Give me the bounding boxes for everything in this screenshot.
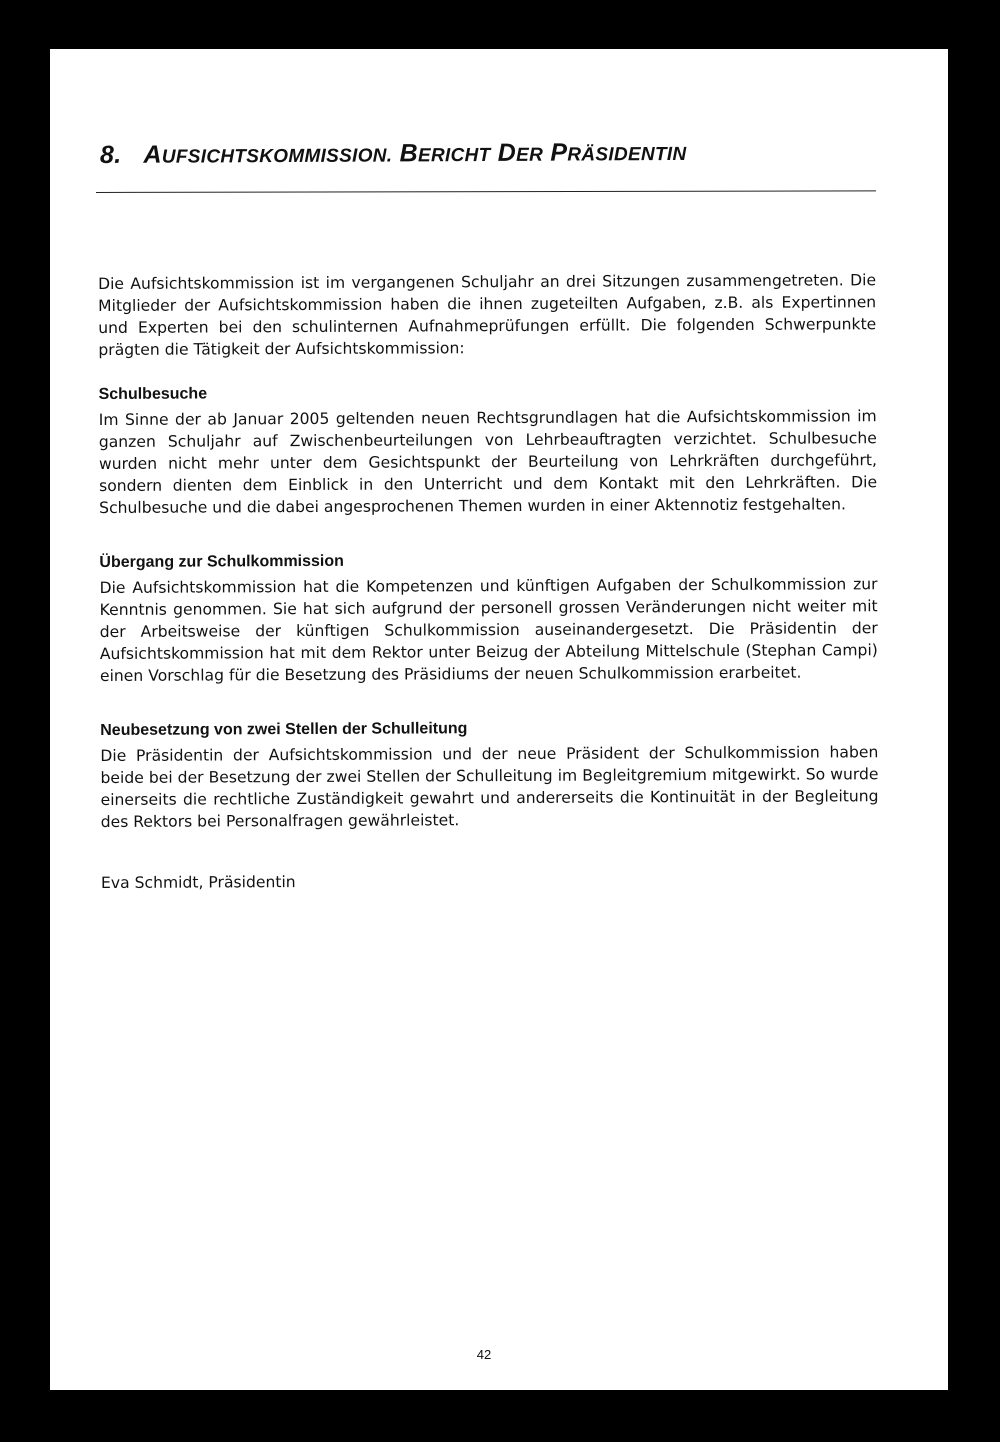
chapter-title-text: AUFSICHTSKOMMISSION. BERICHT DER PRÄSIDENTIN — [143, 138, 687, 169]
section-body-uebergang: Die Aufsichtskommission hat die Kompetenzen und künftigen Aufgaben der Schulkommission zur Kenntnis genommen. Sie hat sich aufgrund der personell grossen Veränderungen nicht weiter mit der Arbeitsweise der künftigen Schulkommission auseinandergesetzt. Die Präsidentin der Aufsichtskommission hat mit dem Rektor unter Beizug der Abteilung Mittelschule (Stephan Campi) einen Vorschlag für die Besetzung des Präsidiums der neuen Schulkommission erarbeitet. — [99, 575, 878, 685]
document-page — [50, 49, 948, 1390]
report-body — [98, 269, 879, 894]
page-number: 42 — [476, 1347, 492, 1362]
chapter-number: 8. — [99, 140, 122, 169]
section-heading-uebergang: Übergang zur Schulkommission — [99, 552, 344, 571]
signature: Eva Schmidt, Präsidentin — [100, 873, 296, 892]
section-heading-schulbesuche: Schulbesuche — [98, 385, 208, 403]
section-heading-neubesetzung: Neubesetzung von zwei Stellen der Schulleitung — [100, 720, 468, 739]
section-body-neubesetzung: Die Präsidentin der Aufsichtskommission und der neue Präsident der Schulkommission haben beide bei der Besetzung der zwei Stellen der Schulleitung im Begleitgremium mitgewirkt. So wurde einerseits die rechtliche Zuständigkeit gewahrt und andererseits die Kontinuität in der Begleitung des Rektors bei Personalfragen gewährleistet. — [100, 743, 879, 831]
section-body-schulbesuche: Im Sinne der ab Januar 2005 geltenden neuen Rechtsgrundlagen hat die Aufsichtskommission im ganzen Schuljahr auf Zwischenbeurteilungen von Lehrbeauftragten verzichtet. Schulbesuche wurden nicht mehr unter dem Gesichtspunkt der Beurteilung von Lehrkräften durchgeführt, sondern dienten dem Einblick in den Unterricht und dem Kontakt mit den Lehrkräften. Die Schulbesuche und die dabei angesprochenen Themen wurden in einer Aktennotiz festgehalten. — [98, 407, 878, 517]
title-divider — [96, 190, 876, 193]
intro-paragraph: Die Aufsichtskommission ist im vergangenen Schuljahr an drei Sitzungen zusammengetreten. Die Mitglieder der Aufsichtskommission haben die ihnen zugeteilten Aufgaben, z.B. als Expertinnen und Experten bei den schulinternen Aufnahmeprüfungen erfüllt. Die folgenden Schwerpunkte prägten die Tätigkeit der Aufsichtskommission: — [98, 271, 877, 359]
chapter-title — [100, 138, 687, 170]
